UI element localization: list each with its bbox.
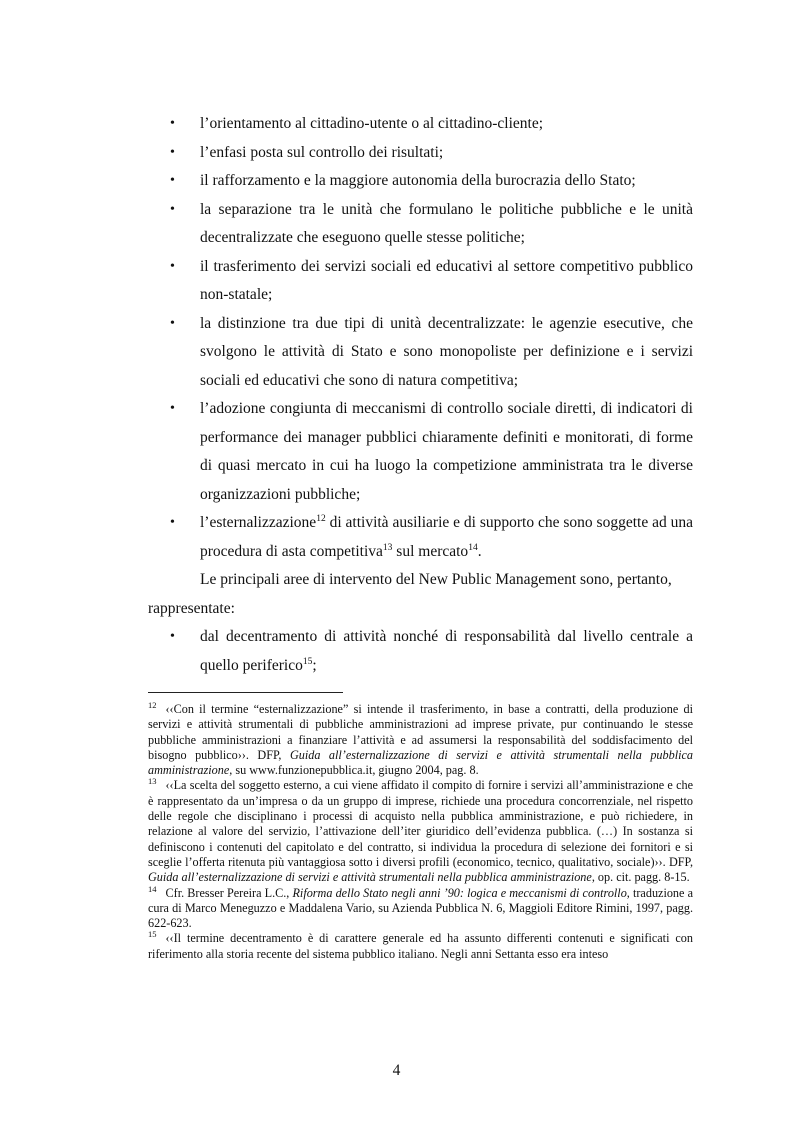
bullet-icon: • xyxy=(170,201,175,217)
text-run: il trasferimento dei servizi sociali ed educativi al settore competitivo pubblico non-statale; xyxy=(200,257,693,303)
text-run: sul mercato xyxy=(392,542,469,560)
bullet-icon: • xyxy=(170,515,175,530)
bullet-icon: • xyxy=(170,629,175,644)
page-number: 4 xyxy=(392,1062,401,1079)
text-run: , su www.funzionepubblica.it, giugno 2004, pag. 8. xyxy=(229,763,479,778)
text-run: , op. cit. pagg. 8-15. xyxy=(591,870,690,885)
footnote xyxy=(148,931,693,962)
text-run: , traduzione a cura di Marco Meneguzzo e Maddalena Vario, su Azienda Pubblica N. 6, Maggioli Editore Rimini, 1997, pagg. 622-623. xyxy=(148,885,693,931)
bullet-item xyxy=(148,110,693,139)
bullet-item xyxy=(148,395,693,509)
body-paragraph xyxy=(148,566,693,623)
bullet-item xyxy=(148,623,693,680)
footnote-number: 14 xyxy=(148,883,157,894)
footnote-separator xyxy=(148,692,343,693)
footnote xyxy=(148,883,693,932)
bullet-list-top xyxy=(148,110,693,566)
text-run: l’enfasi posta sul controllo dei risultati; xyxy=(200,143,444,161)
footnote-reference: 13 xyxy=(382,542,393,553)
bullet-icon: • xyxy=(170,315,175,331)
text-run: ; xyxy=(312,656,317,674)
footnote-number: 12 xyxy=(148,700,157,710)
bullet-icon: • xyxy=(170,116,175,131)
text-run: la separazione tra le unità che formulano le politiche pubbliche e le unità decentralizzate che eseguono quelle stesse politiche; xyxy=(200,200,693,246)
text-run: di attività ausiliarie e di supporto che sono soggette ad una procedura di asta competitiva xyxy=(200,514,693,560)
footnote-reference: 14 xyxy=(468,542,478,553)
bullet-item xyxy=(148,253,693,310)
citation-title: Riforma dello Stato negli anni ’90: logica e meccanismi di controllo xyxy=(292,885,627,900)
bullet-item xyxy=(148,196,693,253)
text-run: . xyxy=(477,542,482,560)
text-run: la distinzione tra due tipi di unità decentralizzate: le agenzie esecutive, che svolgono le attività di Stato e sono monopoliste per definizione e i servizi sociali ed educativi che sono di natura competitiva; xyxy=(200,314,693,389)
bullet-icon: • xyxy=(170,144,175,160)
text-run: l’orientamento al cittadino-utente o al cittadino-cliente; xyxy=(200,115,544,132)
bullet-list-bottom xyxy=(148,623,693,680)
bullet-icon: • xyxy=(170,258,175,274)
text-run: Cfr. Bresser Pereira L.C., xyxy=(165,885,293,900)
text-run: ‹‹Il termine decentramento è di carattere generale ed ha assunto differenti contenuti e significati con riferimento alla storia recente del sistema pubblico italiano. Negli anni Settanta esso era inteso xyxy=(148,931,693,961)
footnote-number: 13 xyxy=(148,776,157,787)
text-run: dal decentramento di attività nonché di responsabilità dal livello centrale a quello periferico xyxy=(200,628,693,674)
bullet-icon: • xyxy=(170,401,175,416)
citation-title: Guida all’esternalizzazione di servizi e attività strumentali nella pubblica amministrazione xyxy=(148,870,592,885)
footnote-number: 15 xyxy=(148,929,157,940)
paragraph-line-1: Le principali aree di intervento del New Public Management sono, pertanto, xyxy=(200,571,672,588)
bullet-item xyxy=(148,509,693,566)
footnote-reference: 15 xyxy=(302,656,313,667)
footnotes xyxy=(148,702,693,962)
text-run: il rafforzamento e la maggiore autonomia della burocrazia dello Stato; xyxy=(200,172,636,189)
footnote-reference: 12 xyxy=(316,514,326,524)
bullet-icon: • xyxy=(170,173,175,188)
page-body xyxy=(148,110,693,680)
text-run: l’esternalizzazione xyxy=(200,514,317,531)
bullet-item xyxy=(148,139,693,168)
footnote xyxy=(148,778,693,885)
bullet-item xyxy=(148,310,693,396)
citation-title: Guida all’esternalizzazione di servizi e attività strumentali nella pubblica amministrazione xyxy=(148,747,693,778)
text-run: ‹‹La scelta del soggetto esterno, a cui viene affidato il compito di fornire i servizi all’amministrazione e che è rappresentato da un’impresa o da un gruppo di imprese, richiede una procedura concorrenziale, nel rispetto delle regole che disciplinano i processi di acquisto nella pubblica amministrazione, e può richiedere, in relazione al valore del servizio, l’attivazione dell’iter giuridico dell’evidenza pubblica. (…) In sostanza si definiscono i contenuti del capitolato e del contratto, si individua la procedura di selezione dei fornitori e si sceglie l’offerta ritenuta più vantaggiosa sotto i diversi profili (economico, tecnico, qualitativo, sociale)››. DFP, xyxy=(148,778,693,869)
text-run: ‹‹Con il termine “esternalizzazione” si intende il trasferimento, in base a contratti, della produzione di servizi e attività strumentali di pubbliche amministrazioni ad imprese private, pur continuando le stesse pubbliche amministrazioni a finanziare l’attività e ad assumersi la responsabilità del soddisfacimento del bisogno pubblico››. DFP, xyxy=(148,702,693,762)
text-run: l’adozione congiunta di meccanismi di controllo sociale diretti, di indicatori di performance dei manager pubblici chiaramente definiti e monitorati, di forme di quasi mercato in cui ha luogo la competizione amministrata tra le diverse organizzazioni pubbliche; xyxy=(200,400,693,503)
paragraph-line-2: rappresentate: xyxy=(148,599,235,617)
footnote xyxy=(148,702,693,778)
bullet-item xyxy=(148,167,693,196)
